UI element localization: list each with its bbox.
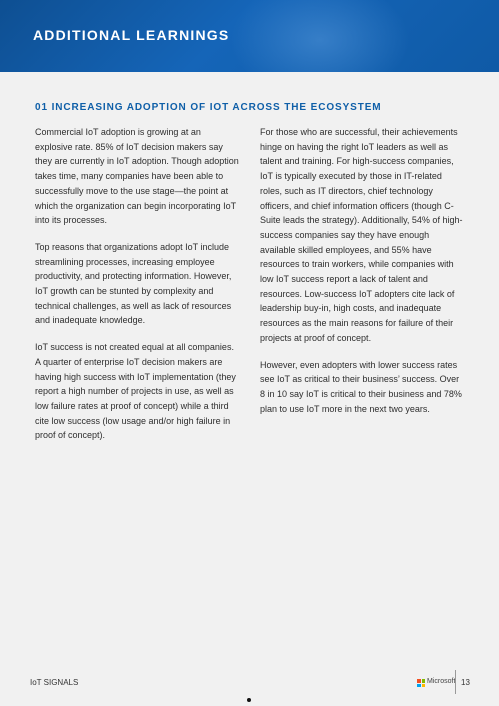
body-column-left [35, 125, 240, 455]
body-column-right [260, 125, 465, 428]
header-banner [0, 0, 499, 72]
paragraph: Top reasons that organizations adopt IoT include streamlining processes, increasing employee productivity, and protecting information. However, IoT growth can be stunted by complexity and technical challenges, as well as lack of resources and inadequate knowledge. [35, 241, 232, 326]
footer-publication-name: IoT SIGNALS [30, 678, 79, 687]
page-dot [247, 698, 251, 702]
page-number: 13 [461, 678, 470, 687]
paragraph: Commercial IoT adoption is growing at an explosive rate. 85% of IoT decision makers say they are currently in IoT adoption. Though adoption takes time, many companies have been able to successfully move to the use stage—the point at which the organization can begin incorporating IoT into its processes. [35, 127, 239, 226]
paragraph: IoT success is not created equal at all companies. A quarter of enterprise IoT decision makers are having high success with IoT implementation (they report a high number of projects in use, as well as low failure rates at proof of concept) while a third cite low success (low usage and/or high failure in proof of concept). [35, 342, 236, 441]
section-heading: 01 INCREASING ADOPTION OF IOT ACROSS THE ECOSYSTEM [35, 102, 382, 113]
footer-brand: Microsoft [427, 678, 456, 685]
paragraph: However, even adopters with lower success rates see IoT as critical to their business’ success. Over 8 in 10 say IoT is critical to their business and 78% plan to use IoT more in the next two years. [260, 359, 462, 414]
page-title: ADDITIONAL LEARNINGS [33, 27, 230, 43]
paragraph: For those who are successful, their achievements hinge on having the right IoT leaders as well as talent and training. For high-success companies, IoT is typically executed by those in IT-related roles, such as IT directors, chief technology officers, and chief information officers (though C-Suite leads the strategy). Additionally, 54% of high-success companies say they have enough available skilled employees, and 55% have resources to train workers, while companies with low IoT success report a lack of talent and resources. Low-success IoT adopters cite lack of leadership buy-in, high costs, and inadequate resources as the main reasons for failure of their projects at proof of concept. [260, 127, 463, 343]
footer-divider [455, 670, 456, 694]
microsoft-logo-icon [417, 679, 425, 687]
banner-glow [230, 0, 410, 72]
